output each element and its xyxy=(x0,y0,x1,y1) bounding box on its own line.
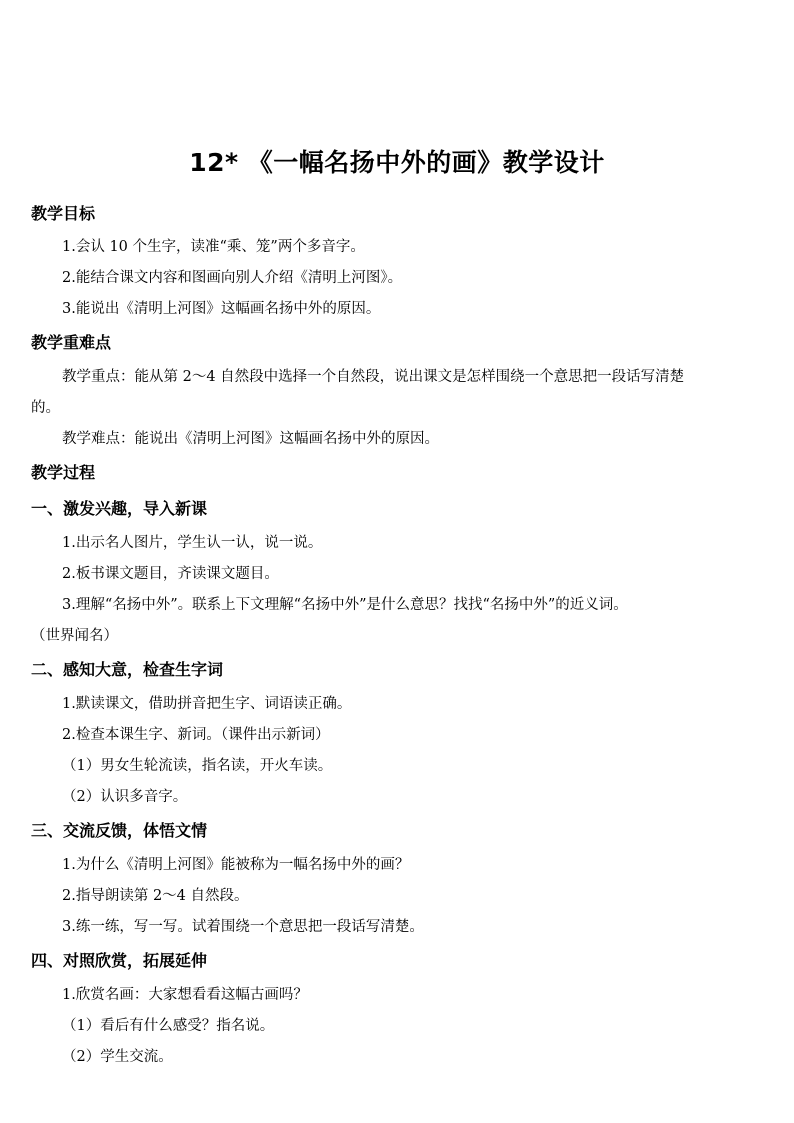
part3-item-1: 1.为什么《清明上河图》能被称为一幅名扬中外的画？ xyxy=(62,857,410,873)
part2-item-1: 1.默读课文，借助拼音把生字、词语读正确。 xyxy=(62,696,352,712)
key-focus-line-1: 教学重点：能从第 2～4 自然段中选择一个自然段，说出课文是怎样围绕一个意思把一段话写清楚 xyxy=(62,369,685,385)
part3-item-2: 2.指导朗读第 2～4 自然段。 xyxy=(62,888,249,904)
part2-item-2: 2.检查本课生字、新词。（课件出示新词） xyxy=(62,727,330,743)
process-part2-heading: 二、感知大意，检查生字词 xyxy=(31,660,224,679)
key-difficulty: 教学难点：能说出《清明上河图》这幅画名扬中外的原因。 xyxy=(62,431,439,447)
part1-continuation: （世界闻名） xyxy=(31,628,118,644)
goal-item-3: 3.能说出《清明上河图》这幅画名扬中外的原因。 xyxy=(62,301,381,317)
key-focus-line-2: 的。 xyxy=(31,400,60,416)
part4-sub-item-2: （2）学生交流。 xyxy=(62,1049,173,1065)
part3-item-3: 3.练一练，写一写。试着围绕一个意思把一段话写清楚。 xyxy=(62,919,424,935)
goal-item-2: 2.能结合课文内容和图画向别人介绍《清明上河图》。 xyxy=(62,270,403,286)
section-heading-key-points: 教学重难点 xyxy=(31,333,112,352)
part2-sub-item-2: （2）认识多音字。 xyxy=(62,789,188,805)
part1-item-1: 1.出示名人图片，学生认一认，说一说。 xyxy=(62,535,323,551)
part4-item-1: 1.欣赏名画：大家想看看这幅古画吗？ xyxy=(62,987,308,1003)
part4-sub-item-1: （1）看后有什么感受？指名说。 xyxy=(62,1018,275,1034)
section-heading-goals: 教学目标 xyxy=(31,204,96,223)
process-part1-heading: 一、激发兴趣，导入新课 xyxy=(31,499,208,518)
part1-item-3: 3.理解“名扬中外”。联系上下文理解“名扬中外”是什么意思？找找“名扬中外”的近义词。 xyxy=(62,597,628,613)
part2-sub-item-1: （1）男女生轮流读，指名读，开火车读。 xyxy=(62,758,333,774)
part1-item-2: 2.板书课文题目，齐读课文题目。 xyxy=(62,566,279,582)
process-part3-heading: 三、交流反馈，体悟文情 xyxy=(31,821,208,840)
document-title: 12* 《一幅名扬中外的画》教学设计 xyxy=(189,148,605,177)
section-heading-process: 教学过程 xyxy=(31,463,96,482)
process-part4-heading: 四、对照欣赏，拓展延伸 xyxy=(31,951,208,970)
goal-item-1: 1.会认 10 个生字，读准“乘、笼”两个多音字。 xyxy=(62,239,365,255)
